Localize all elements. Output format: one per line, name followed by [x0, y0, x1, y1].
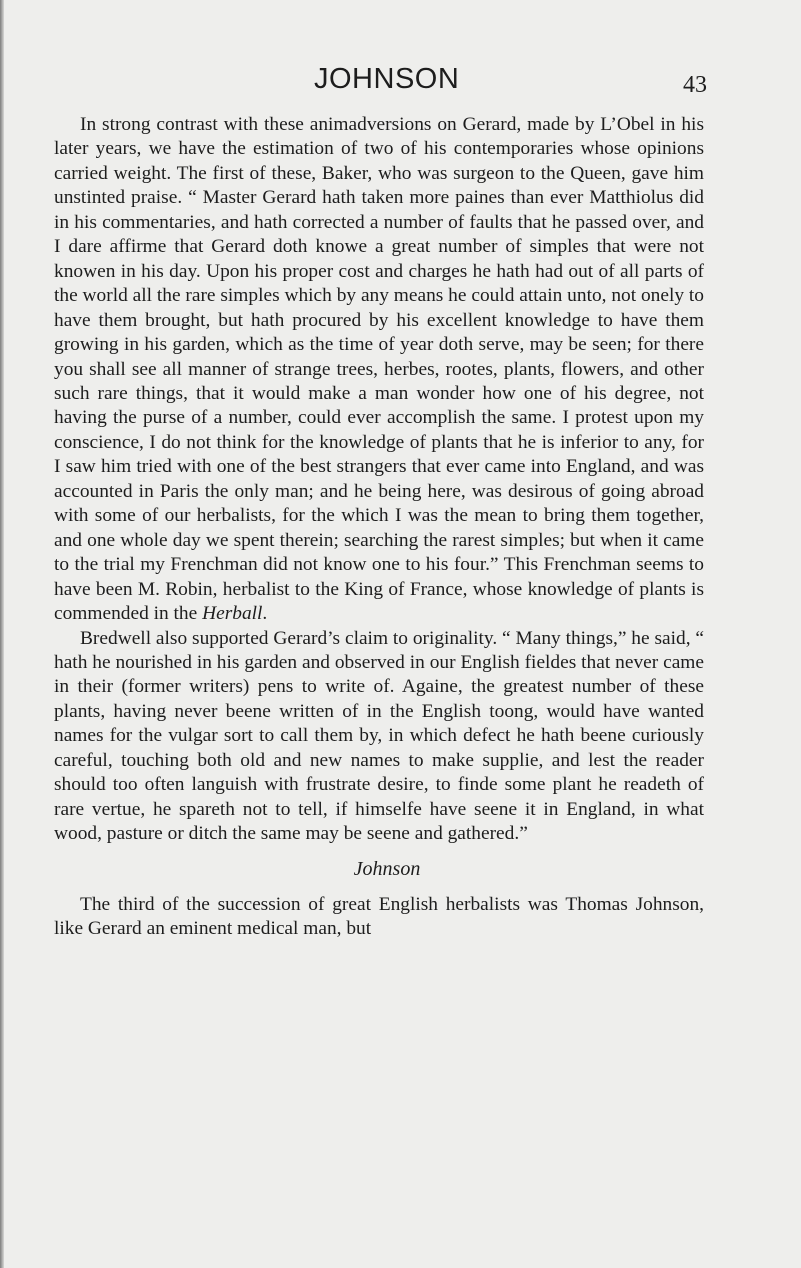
paragraph-text: In strong contrast with these animadversions on Gerard, made by L’Obel in his later years, we have the estimation of two of his contemporaries whose opinions carried weight. The first of these, Baker, who was surgeon to the Queen, gave him unstinted praise. “ Master Gerard hath taken more paines than ever Matthiolus did in his commentaries, and hath corrected a number of faults that he passed over, and I dare affirme that Gerard doth knowe a great number of simples that were not knowen in his day. Upon his proper cost and charges he hath had out of all parts of the world all the rare simples which by any means he could attain unto, not onely to have them brought, but hath procured by his excellent knowledge to have them growing in his garden, which as the time of year doth serve, may be seen; for there you shall see all manner of strange trees, herbes, rootes, plants, flowers, and other such rare things, that it would make a man wonder how one of his degree, not having the purse of a number, could ever accomplish the same. I protest upon my conscience, I do not think for the knowledge of plants that he is inferior to any, for I saw him tried with one of the best strangers that ever came into England, and was accounted in Paris the only man; and he being here, was desirous of going abroad with some of our herbalists, for the which I was the mean to bring them together, and one whole day we spent therein; searching the rarest simples; but when it came to the trial my Frenchman did not know one to his four.” This Frenchman seems to have been M. Robin, herbalist to the King of France, whose knowledge of plants is commended in the	[54, 114, 704, 625]
paragraph-bredwell: Bredwell also supported Gerard’s claim to originality. “ Many things,” he said, “ hath he nourished in his garden and observed in our English fieldes that never came in their (former writers) pens to write of. Againe, the greatest number of these plants, having never beene written of in the English toong, would have wanted names for the vulgar sort to call them by, in which defect he hath beene curiously careful, touching both old and new names to make supplie, and lest the reader should too often languish with frustrate desire, to finde some plant he readeth of rare vertue, he spareth not to tell, if himselfe have seene it in England, in what wood, pasture or ditch the same may be seene and gathered.”	[54, 627, 704, 845]
paragraph-end-punctuation: .	[262, 603, 268, 625]
page-header	[0, 62, 801, 102]
paragraph-baker-praise	[54, 113, 704, 627]
page-edge-shadow	[0, 0, 4, 1268]
running-head: JOHNSON	[314, 63, 460, 95]
paragraph-johnson-intro: The third of the succession of great English herbalists was Thomas Johnson, like Gerard an eminent medical man, but	[54, 893, 704, 940]
body-text	[54, 113, 704, 942]
herball-title: Herball	[202, 603, 263, 625]
page-number: 43	[683, 72, 707, 98]
section-heading: Johnson	[353, 857, 421, 880]
